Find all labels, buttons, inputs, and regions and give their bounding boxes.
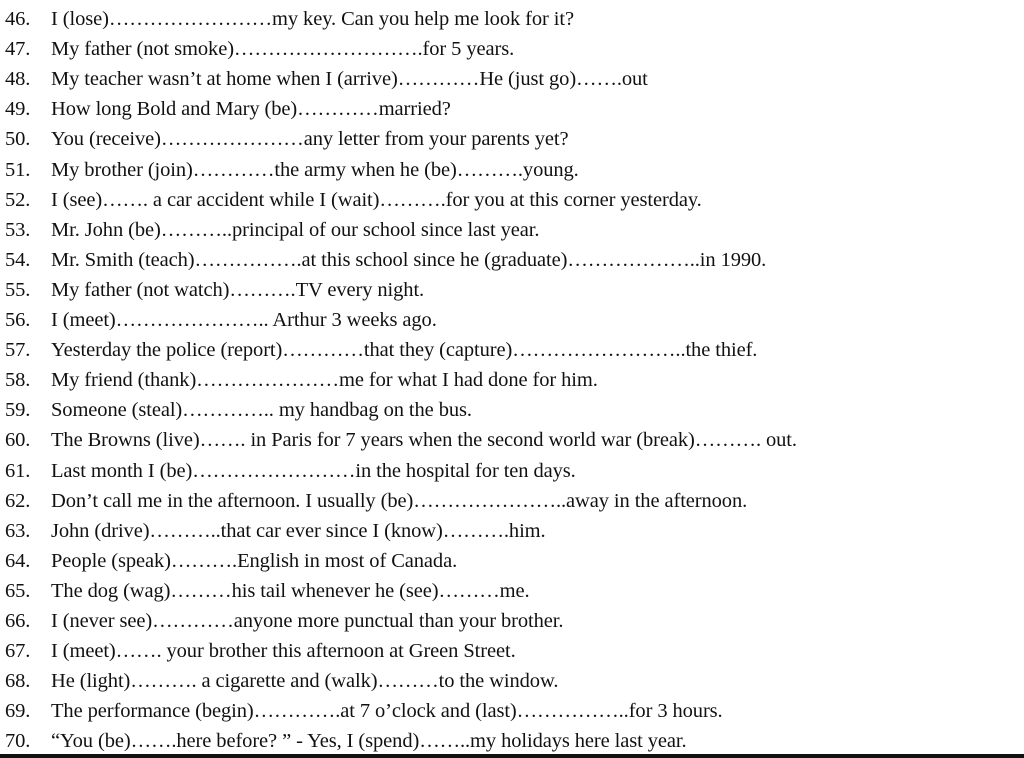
exercise-number: 61.: [5, 459, 31, 482]
exercise-line: [5, 395, 472, 425]
exercise-text: I (never see)…………anyone more punctual than your brother.: [51, 610, 564, 632]
exercise-text: My father (not watch)……….TV every night.: [51, 278, 425, 301]
exercise-number: 46.: [5, 8, 31, 30]
exercise-text: Last month I (be)……………………in the hospital for ten days.: [51, 459, 576, 482]
exercise-number: 56.: [5, 309, 31, 331]
exercise-number: 53.: [5, 218, 31, 241]
exercise-text: I (meet)……. your brother this afternoon at Green Street.: [51, 640, 516, 663]
exercise-line: [5, 155, 579, 185]
exercise-line: [5, 305, 437, 335]
exercise-text: The dog (wag)………his tail whenever he (see)………me.: [51, 579, 530, 602]
exercise-line: [5, 666, 558, 696]
exercise-line: [5, 34, 514, 64]
exercise-text: I (see)……. a car accident while I (wait)……….for you at this corner yesterday.: [51, 188, 702, 211]
exercise-text: I (meet)………………….. Arthur 3 weeks ago.: [51, 309, 437, 331]
exercise-text: Yesterday the police (report)…………that they (capture)……………………..the thief.: [51, 339, 758, 362]
exercise-number: 59.: [5, 399, 31, 422]
exercise-line: [5, 425, 797, 455]
exercise-number: 62.: [5, 489, 31, 512]
exercise-line: [5, 64, 648, 94]
exercise-line: [5, 4, 574, 34]
exercise-text: The performance (begin)………….at 7 o’clock and (last)……………..for 3 hours.: [51, 700, 723, 723]
exercise-text: People (speak)……….English in most of Canada.: [51, 549, 458, 572]
exercise-number: 58.: [5, 369, 31, 392]
exercise-line: [5, 245, 766, 275]
exercise-text: Mr. Smith (teach)…………….at this school since he (graduate)………………..in 1990.: [51, 248, 767, 271]
exercise-text: How long Bold and Mary (be)…………married?: [51, 98, 451, 121]
exercise-text: Mr. John (be)………..principal of our school since last year.: [51, 218, 540, 241]
exercise-number: 48.: [5, 68, 31, 91]
exercise-number: 60.: [5, 429, 31, 452]
exercise-text: “You (be)…….here before? ” - Yes, I (spend)……..my holidays here last year.: [51, 730, 687, 753]
exercise-line: [5, 185, 702, 215]
exercise-text: You (receive)…………………any letter from your parents yet?: [51, 128, 569, 151]
exercise-number: 63.: [5, 519, 31, 542]
exercise-line: [5, 486, 747, 516]
bottom-divider: [0, 754, 1024, 758]
exercise-number: 52.: [5, 188, 31, 211]
exercise-text: John (drive)………..that car ever since I (know)……….him.: [51, 519, 546, 542]
exercise-line: [5, 365, 598, 395]
exercise-number: 55.: [5, 278, 31, 301]
exercise-line: [5, 215, 539, 245]
exercise-text: The Browns (live)……. in Paris for 7 years when the second world war (break)………. out.: [51, 429, 797, 452]
exercise-number: 47.: [5, 38, 31, 61]
exercise-line: [5, 456, 576, 486]
exercise-line: [5, 335, 757, 365]
exercise-number: 67.: [5, 640, 31, 663]
exercise-number: 50.: [5, 128, 31, 151]
exercise-line: [5, 576, 530, 606]
exercise-number: 66.: [5, 610, 31, 632]
exercise-line: [5, 516, 546, 546]
exercise-text: My teacher wasn’t at home when I (arrive)…………He (just go)…….out: [51, 68, 648, 91]
exercise-number: 57.: [5, 339, 31, 362]
exercise-line: [5, 124, 569, 154]
exercise-number: 69.: [5, 700, 31, 723]
exercise-line: [5, 606, 563, 636]
exercise-line: [5, 636, 516, 666]
exercise-line: [5, 726, 687, 756]
exercise-number: 70.: [5, 730, 31, 753]
exercise-line: [5, 275, 424, 305]
exercise-text: Someone (steal)………….. my handbag on the bus.: [51, 399, 472, 422]
exercise-text: He (light)………. a cigarette and (walk)………to the window.: [51, 670, 559, 693]
exercise-number: 51.: [5, 158, 31, 181]
exercise-text: My brother (join)…………the army when he (be)……….young.: [51, 158, 579, 181]
exercise-number: 64.: [5, 549, 31, 572]
exercise-number: 49.: [5, 98, 31, 121]
exercise-line: [5, 94, 451, 124]
exercise-number: 54.: [5, 248, 31, 271]
exercise-text: Don’t call me in the afternoon. I usually (be)…………………..away in the afternoon.: [51, 489, 748, 512]
exercise-text: I (lose)……………………my key. Can you help me look for it?: [51, 8, 574, 30]
exercise-line: [5, 696, 723, 726]
exercise-number: 68.: [5, 670, 31, 693]
exercise-number: 65.: [5, 579, 31, 602]
exercise-text: My father (not smoke)……………………….for 5 years.: [51, 38, 515, 61]
exercise-line: [5, 546, 457, 576]
exercise-text: My friend (thank)…………………me for what I had done for him.: [51, 369, 598, 392]
